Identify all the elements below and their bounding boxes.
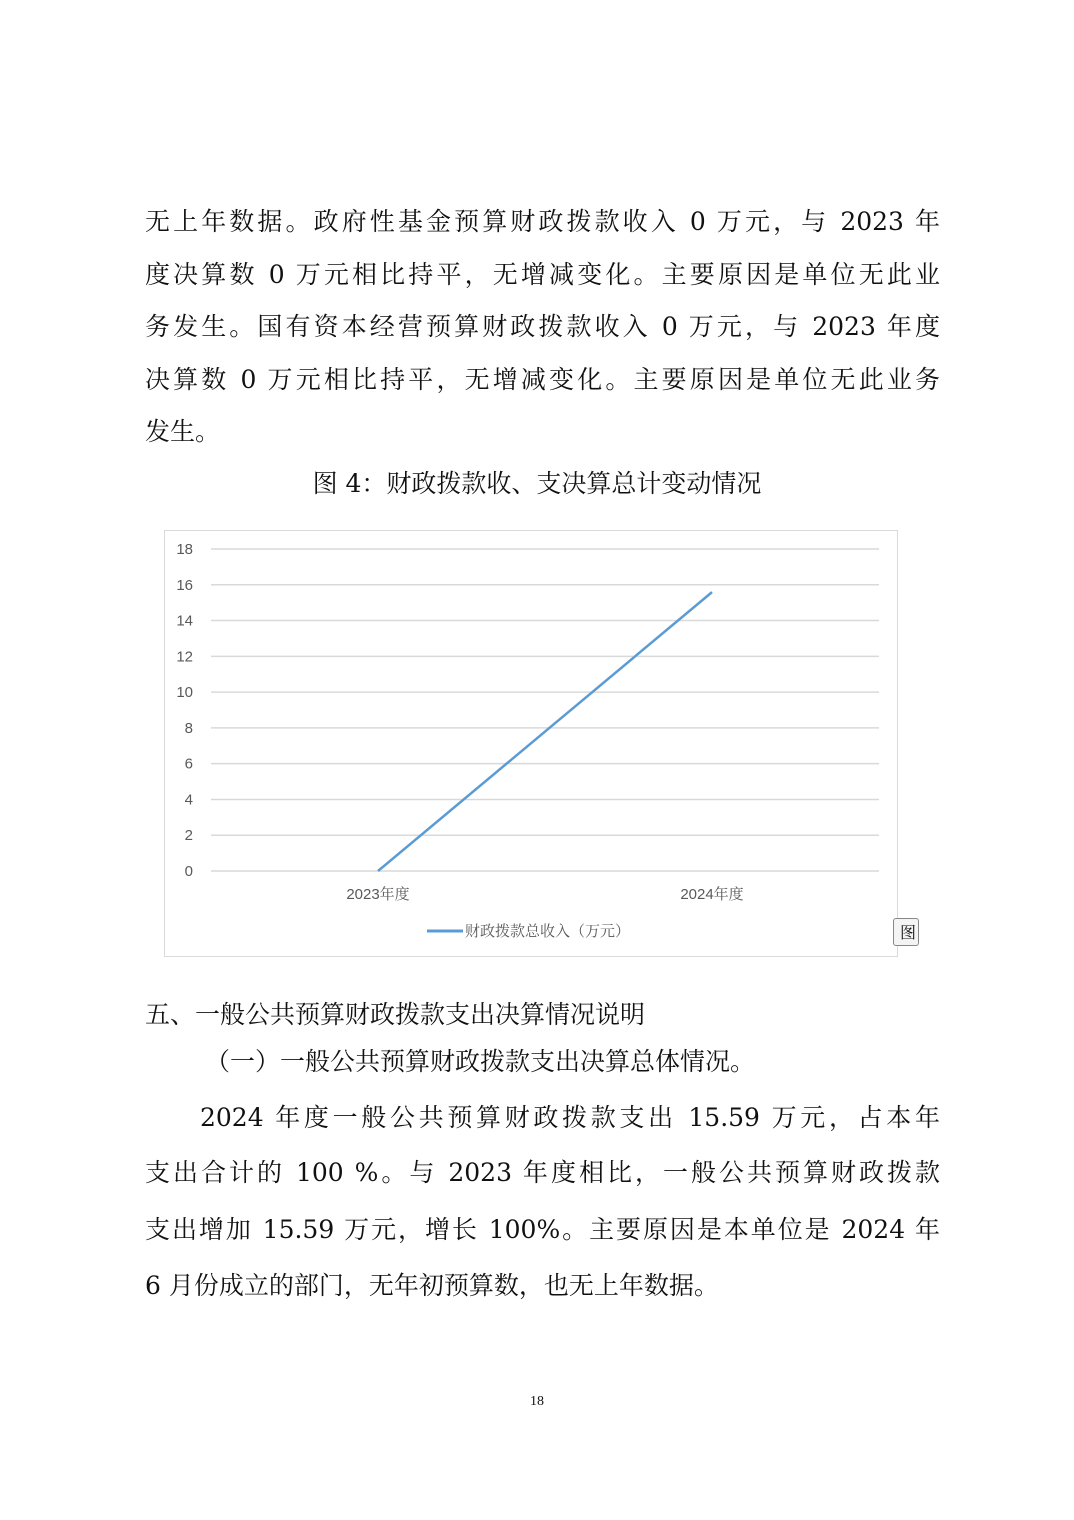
y-tick-label: 16 bbox=[176, 576, 193, 594]
section-heading: 五、一般公共预算财政拨款支出决算情况说明 bbox=[145, 1000, 646, 1029]
chart-overlay-tag[interactable]: 图 bbox=[893, 918, 919, 946]
body-text-line: 支出合计的 100 %。与 2023 年度相比，一般公共预算财政拨款 bbox=[145, 1158, 940, 1187]
y-tick-label: 4 bbox=[184, 791, 193, 809]
y-tick-label: 18 bbox=[176, 541, 193, 558]
y-tick-label: 14 bbox=[176, 612, 193, 630]
y-tick-label: 6 bbox=[184, 755, 193, 773]
body-text-line: 支出增加 15.59 万元，增长 100%。主要原因是本单位是 2024 年 bbox=[145, 1215, 940, 1244]
body-text-line: 决算数 0 万元相比持平，无增减变化。主要原因是单位无此业务 bbox=[145, 365, 940, 394]
y-tick-label: 0 bbox=[184, 863, 193, 880]
figure-caption: 图 4：财政拨款收、支决算总计变动情况 bbox=[312, 469, 762, 498]
body-text-line: 发生。 bbox=[145, 417, 221, 446]
x-tick-label: 2023年度 bbox=[346, 886, 410, 903]
line-chart bbox=[164, 530, 898, 957]
y-tick-label: 12 bbox=[176, 648, 193, 666]
body-text-line: 度决算数 0 万元相比持平，无增减变化。主要原因是单位无此业 bbox=[145, 260, 940, 289]
page-number: 18 bbox=[530, 1394, 544, 1409]
y-tick-label: 8 bbox=[184, 719, 193, 737]
body-text-line: 6 月份成立的部门，无年初预算数，也无上年数据。 bbox=[145, 1271, 719, 1300]
x-tick-label: 2024年度 bbox=[680, 886, 744, 903]
chart-svg bbox=[165, 531, 899, 958]
legend-label: 财政拨款总收入（万元） bbox=[465, 922, 631, 940]
sub-heading: （一）一般公共预算财政拨款支出决算总体情况。 bbox=[205, 1047, 756, 1076]
y-tick-label: 2 bbox=[184, 827, 193, 845]
body-text-line: 2024 年度一般公共预算财政拨款支出 15.59 万元，占本年 bbox=[200, 1103, 940, 1132]
series-line bbox=[378, 592, 712, 871]
body-text-line: 务发生。国有资本经营预算财政拨款收入 0 万元，与 2023 年度 bbox=[145, 312, 940, 341]
body-text-line: 无上年数据。政府性基金预算财政拨款收入 0 万元，与 2023 年 bbox=[145, 207, 940, 236]
y-tick-label: 10 bbox=[176, 684, 193, 702]
